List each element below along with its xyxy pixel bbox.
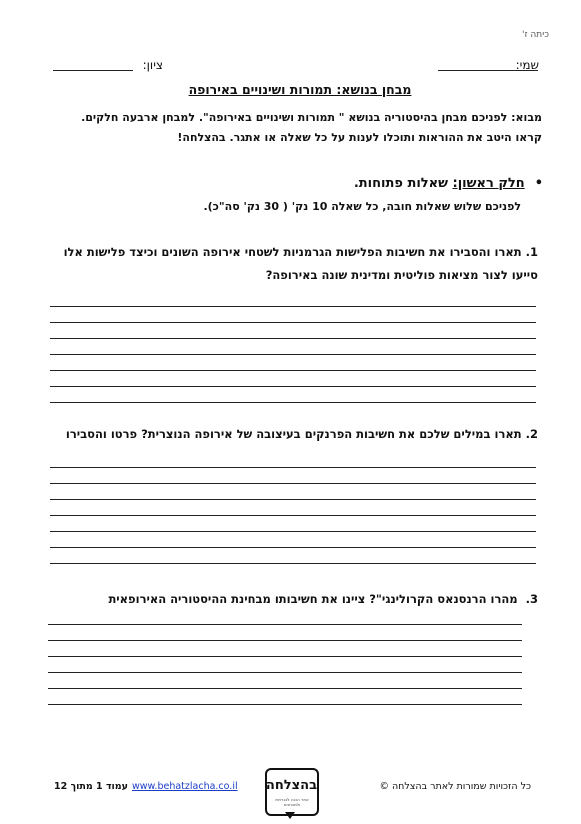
- part-one-title: שאלות פתוחות.: [353, 176, 453, 191]
- answer-line[interactable]: [48, 672, 522, 673]
- answer-line[interactable]: [50, 322, 536, 323]
- answer-line[interactable]: [50, 338, 536, 339]
- answer-line[interactable]: [50, 370, 536, 371]
- answer-line[interactable]: [50, 531, 536, 532]
- question-number: 2.: [525, 427, 538, 441]
- part-one-heading: [354, 176, 543, 191]
- answer-line[interactable]: [48, 624, 522, 625]
- question-1: [40, 241, 538, 287]
- logo-text: בהצלחה: [265, 778, 317, 793]
- answer-line[interactable]: [48, 704, 522, 705]
- answer-line[interactable]: [50, 547, 536, 548]
- website-link[interactable]: www.behatzlacha.co.il: [132, 781, 238, 792]
- answer-line[interactable]: [50, 483, 536, 484]
- logo-subtext: אתר הכנה לבגרויות ולמבחנים: [275, 797, 309, 807]
- question-text: מהרו הרנסנאס הקרולינגי"? ציינו את חשיבותו מבחינת ההיסטוריה האירופאית: [108, 592, 518, 606]
- answer-line[interactable]: [50, 354, 536, 355]
- bullet-icon: •: [534, 176, 543, 191]
- question-number: 1.: [525, 245, 538, 259]
- page-title: מבחן בנושא: תמורות ושינויים באירופה: [188, 82, 412, 97]
- answer-line[interactable]: [48, 656, 522, 657]
- answer-line[interactable]: [50, 306, 536, 307]
- question-3: [40, 588, 538, 611]
- question-text: תארו והסבירו את חשיבות הפלישות הגרמניות לשטחי אירופה השונים וכיצד פלישות אלו: [63, 245, 522, 259]
- part-one-instructions: לפניכם שלוש שאלות חובה, כל שאלה 10 נק' ( 30 נק' סה"כ).: [203, 200, 521, 213]
- answer-line[interactable]: [50, 467, 536, 468]
- question-text: תארו במילים שלכם את חשיבות הפרנקים בעיצובה של אירופה הנוצרית? פרטו והסבירו: [65, 427, 522, 441]
- page-number: עמוד 1 מתוך 12: [54, 781, 128, 792]
- intro-line-1: מבוא: לפניכם מבחן בהיסטוריה בנושא " תמורות ושינויים באירופה". למבחן ארבעה חלקים.: [81, 111, 542, 124]
- intro-line-2: קראו היטב את ההוראות ותוכלו לענות על כל שאלה או אתגר. בהצלחה!: [177, 131, 542, 144]
- question-number: 3.: [525, 592, 538, 606]
- part-one-label: חלק ראשון:: [452, 176, 525, 191]
- answer-line[interactable]: [50, 499, 536, 500]
- grade-level: כיתה ז': [521, 30, 549, 40]
- logo-speech-tail-icon: [285, 812, 295, 819]
- copyright-notice: כל הזכויות שמורות לאתר בהצלחה ©: [379, 781, 531, 792]
- name-label: שמי:: [515, 58, 539, 72]
- answer-line[interactable]: [48, 688, 522, 689]
- question-2: [40, 423, 538, 446]
- answer-line[interactable]: [50, 515, 536, 516]
- answer-line[interactable]: [50, 563, 536, 564]
- answer-line[interactable]: [50, 402, 536, 403]
- answer-line[interactable]: [50, 386, 536, 387]
- grade-score-label: ציון:: [142, 58, 163, 72]
- brand-logo: [265, 768, 319, 816]
- name-answer-line[interactable]: [438, 70, 538, 71]
- grade-score-line[interactable]: [53, 70, 133, 71]
- answer-line[interactable]: [48, 640, 522, 641]
- intro-paragraph: [52, 108, 542, 148]
- question-text-continued: סייעו לצור מציאות פוליטית ומדינית שונה באירופה?: [265, 268, 538, 282]
